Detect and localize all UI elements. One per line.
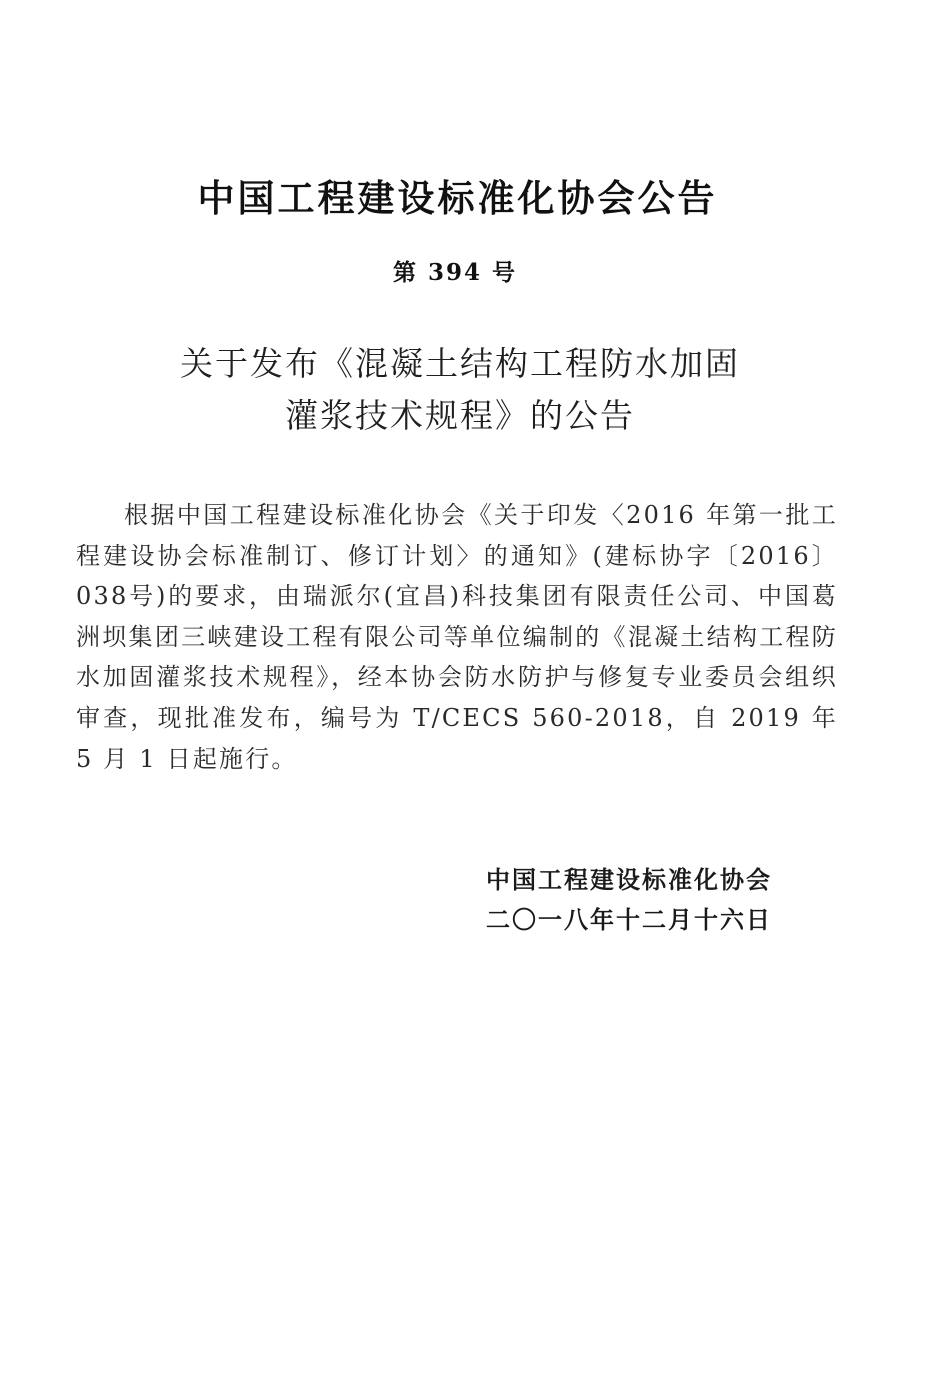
notice-title (140, 338, 780, 442)
notice-title-line-2: 灌浆技术规程》的公告 (285, 396, 635, 435)
signature-date: 二〇一八年十二月十六日 (486, 906, 772, 934)
signature-organization: 中国工程建设标准化协会 (486, 866, 772, 894)
announcement-number: 第 394 号 (392, 259, 518, 286)
announcement-body-paragraph: 根据中国工程建设标准化协会《关于印发〈2016 年第一批工程建设协会标准制订、修订计划〉的通知》(建标协字〔2016〕038号)的要求，由瑞派尔(宜昌)科技集团有限责任公司、中国葛洲坝集团三峡建设工程有限公司等单位编制的《混凝土结构工程防水加固灌浆技术规程》，经本协会防水防护与修复专业委员会组织审查，现批准发布，编号为 T/CECS 560-2018，自 2019 年 5 月 1 日起施行。 (76, 501, 838, 773)
signature-block (486, 860, 826, 940)
organization-announcement-title: 中国工程建设标准化协会公告 (197, 177, 718, 220)
notice-title-line-1: 关于发布《混凝土结构工程防水加固 (180, 344, 740, 383)
